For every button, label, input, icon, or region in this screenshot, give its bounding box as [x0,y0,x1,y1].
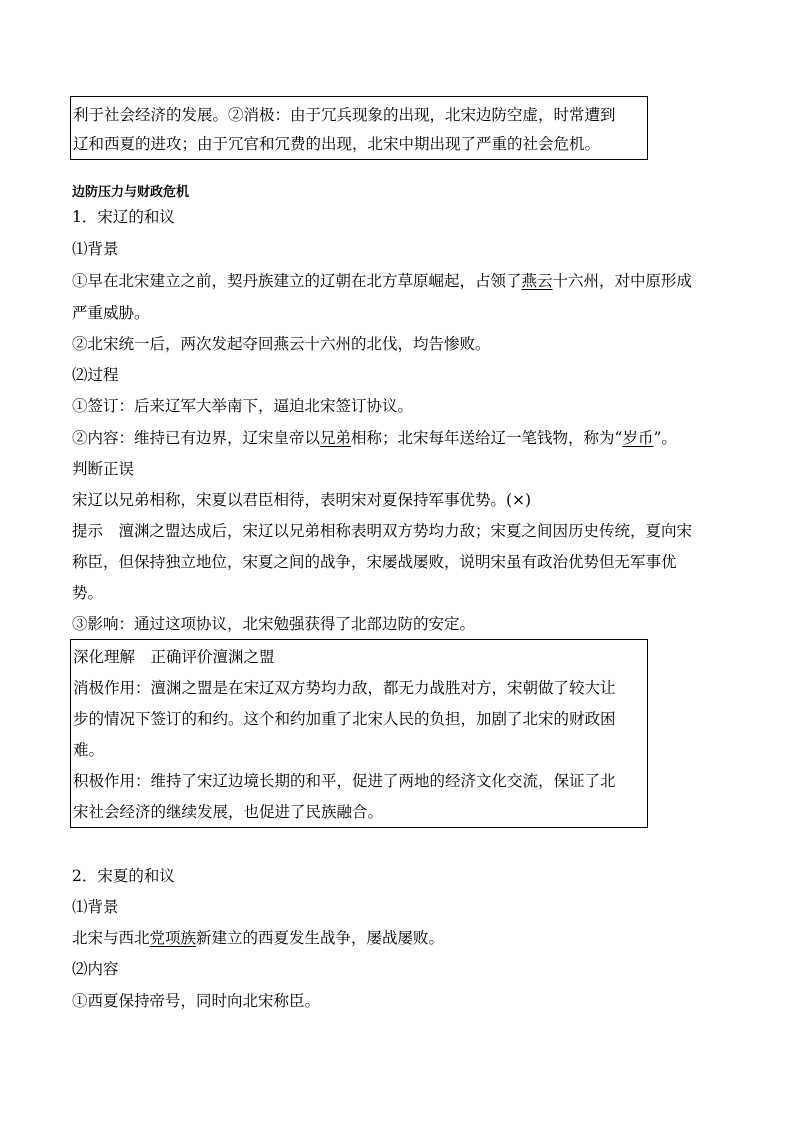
summary-line-2: 辽和西夏的进攻；由于冗官和冗费的出现，北宋中期出现了严重的社会危机。 [73,135,601,153]
s1-process-2: ②内容：维持已有边界，辽宋皇帝以兄弟相称；北宋每年送给辽一笔钱物，称为“岁币”。 [72,429,677,447]
box2-negative-2: 步的情况下签订的和约。这个和约加重了北宋人民的负担，加剧了北宋的财政困 [73,710,616,728]
s1-background-2: ②北宋统一后，两次发起夺回燕云十六州的北伐，均告惨败。 [72,335,491,353]
tip-line-1: 提示 澶渊之盟达成后，宋辽以兄弟相称表明双方势均力敌；宋夏之间因历史传统，夏向宋 [72,522,693,540]
section-title: 边防压力与财政危机 [72,185,190,200]
s2-title: 2．宋夏的和议 [72,867,175,885]
box2-positive-1: 积极作用：维持了宋辽边境长期的和平，促进了两地的经济文化交流，保证了北 [73,772,616,790]
s1-process-1: ①签订：后来辽军大举南下，逼迫北宋签订协议。 [72,397,414,415]
judge-label: 判断正误 [72,460,135,478]
s2-content-label: ⑵内容 [72,960,119,978]
tip-line-2: 称臣，但保持独立地位，宋夏之间的战争，宋屡战屡败，说明宋虽有政治优势但无军事优 [72,553,677,571]
s2-background: 北宋与西北党项族新建立的西夏发生战争，屡战屡败。 [72,929,445,947]
s2-background-label: ⑴背景 [72,898,119,916]
underlined-term-suibi: 岁币 [622,429,654,447]
box2-positive-2: 宋社会经济的继续发展，也促进了民族融合。 [73,803,384,821]
s1-background-label: ⑴背景 [72,240,119,258]
s1-impact: ③影响：通过这项协议，北宋勉强获得了北部边防的安定。 [72,615,476,633]
s1-background-1-cont: 严重威胁。 [72,304,150,322]
s1-title: 1．宋辽的和议 [72,208,175,226]
box2-negative-3: 难。 [73,741,105,759]
box2-title: 深化理解 正确评价澶渊之盟 [73,648,275,666]
s1-process-label: ⑵过程 [72,366,119,384]
underlined-term-dangxiang: 党项族 [149,929,197,947]
box2-negative-1: 消极作用：澶渊之盟是在宋辽双方势均力敌，都无力战胜对方，宋朝做了较大让 [73,679,616,697]
judge-question: 宋辽以兄弟相称，宋夏以君臣相待，表明宋对夏保持军事优势。(×) [72,491,532,509]
deep-understanding-box [70,639,648,828]
underlined-term-yanyun: 燕云 [521,272,553,290]
underlined-term-brothers: 兄弟 [320,429,352,447]
summary-box [70,96,648,160]
summary-line-1: 利于社会经济的发展。②消极：由于冗兵现象的出现，北宋边防空虚，时常遭到 [73,106,616,124]
s2-content-1: ①西夏保持帝号，同时向北宋称臣。 [72,992,321,1010]
s1-background-1: ①早在北宋建立之前，契丹族建立的辽朝在北方草原崛起，占领了燕云十六州，对中原形成 [72,272,693,290]
tip-line-3: 势。 [72,584,104,602]
